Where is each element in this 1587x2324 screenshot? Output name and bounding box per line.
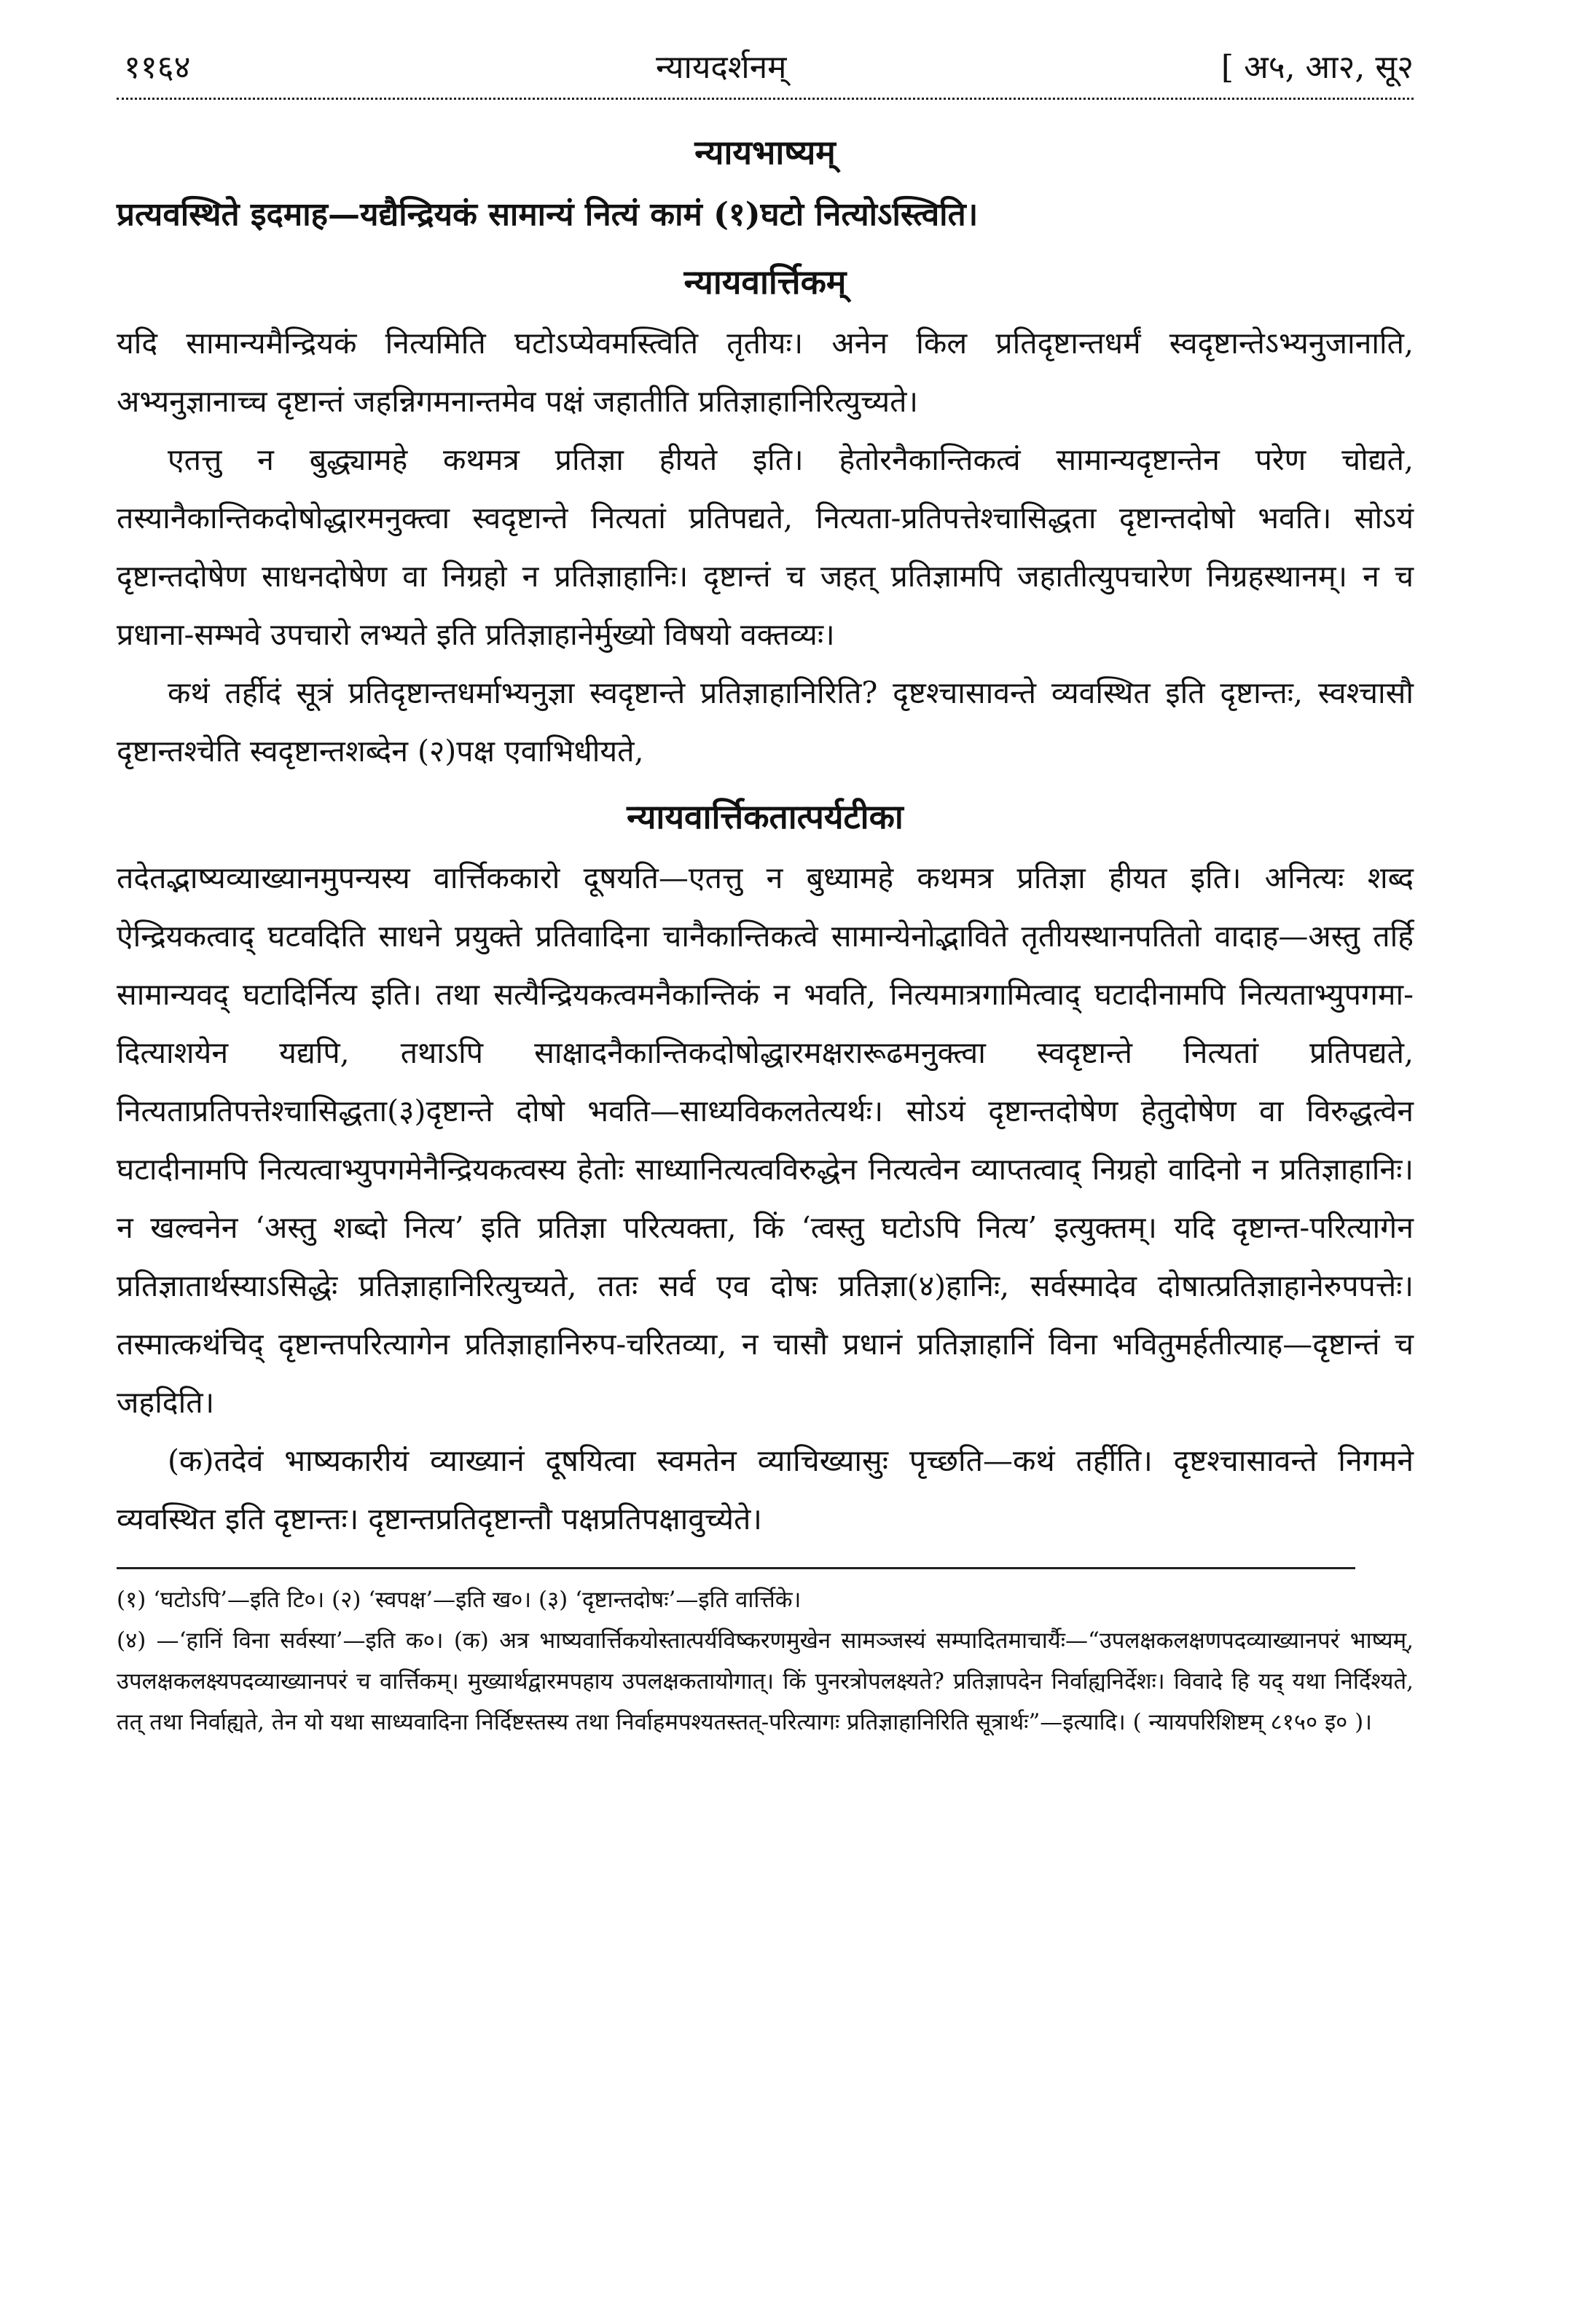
running-title: न्यायदर्शनम्: [656, 49, 787, 86]
running-header: [117, 29, 1414, 87]
tika-paragraph: तदेतद्भाष्यव्याख्यानमुपन्यस्य वार्त्तिककारो दूषयति—एतत्तु न बुध्यामहे कथमत्र प्रतिज्ञा हीयत इति। अनित्यः शब्द ऐन्द्रियकत्वाद् घटवदिति साधने प्रयुक्ते प्रतिवादिना चानैकान्तिकत्वे सामान्येनोद्भाविते तृतीयस्थानपतितो वादाह—अस्तु तर्हि सामान्यवद् घटादिर्नित्य इति। तथा सत्यैन्द्रियकत्वमनैकान्तिकं न भवति, नित्यमात्रगामित्वाद् घटादीनामपि नित्यताभ्युपगमा-दित्याशयेन यद्यपि, तथाऽपि साक्षादनैकान्तिकदोषोद्धारमक्षरारूढमनुक्त्वा स्वदृष्टान्ते नित्यतां प्रतिपद्यते, नित्यताप्रतिपत्तेश्चासिद्धता(३)दृष्टान्ते दोषो भवति—साध्यविकलतेत्यर्थः। सोऽयं दृष्टान्तदोषेण हेतुदोषेण वा विरुद्धत्वेन घटादीनामपि नित्यत्वाभ्युपगमेनैन्द्रियकत्वस्य हेतोः साध्यानित्यत्वविरुद्धेन नित्यत्वेन व्याप्तत्वाद् निग्रहो वादिनो न प्रतिज्ञाहानिः। न खल्वनेन ‘अस्तु शब्दो नित्य’ इति प्रतिज्ञा परित्यक्ता, किं ‘त्वस्तु घटोऽपि नित्य’ इत्युक्तम्। यदि दृष्टान्त-परित्यागेन प्रतिज्ञातार्थस्याऽसिद्धेः प्रतिज्ञाहानिरित्युच्यते, ततः सर्व एव दोषः प्रतिज्ञा(४)हानिः, सर्वस्मादेव दोषात्प्रतिज्ञाहानेरुपपत्तेः। तस्मात्कथंचिद् दृष्टान्तपरित्यागेन प्रतिज्ञाहानिरुप-चरितव्या, न चासौ प्रधानं प्रतिज्ञाहानिं विना भवितुमर्हतीत्याह—दृष्टान्तं च जहदिति।: [117, 860, 1414, 1420]
footnote-line: (४) —‘हानिं विना सर्वस्या’—इति क०। (क) अत्र भाष्यवार्त्तिकयोस्तात्पर्यविष्करणमुखेन सामञ्जस्यं सम्पादितमाचार्यैः—“उपलक्षकलक्षणपदव्याख्यानपरं भाष्यम्, उपलक्षकलक्ष्यपदव्याख्यानपरं च वार्त्तिकम्। मुख्यार्थद्वारमपहाय उपलक्षकतायोगात्। किं पुनरत्रोपलक्ष्यते? प्रतिज्ञापदेन निर्वाह्यनिर्देशः। विवादे हि यद् यथा निर्दिश्यते, तत् तथा निर्वाह्यते, तेन यो यथा साध्यवादिना निर्दिष्टस्तस्य तथा निर्वाहमपश्यतस्तत्-परित्यागः प्रतिज्ञाहानिरिति सूत्रार्थः”—इत्यादि। ( न्यायपरिशिष्टम् ८१५० इ० )।: [117, 1628, 1414, 1735]
footnote-line: (१) ‘घटोऽपि’—इति टि०। (२) ‘स्वपक्ष’—इति ख०। (३) ‘दृष्टान्तदोषः’—इति वार्त्तिके।: [117, 1587, 802, 1613]
header-rule: [117, 87, 1414, 100]
chapter-locator: [ अ५, आ२, सू२: [1220, 49, 1414, 86]
vartika-heading: न्यायवार्त्तिकम्: [683, 262, 847, 302]
vartika-paragraph: एतत्तु न बुद्ध्यामहे कथमत्र प्रतिज्ञा हीयते इति। हेतोरनैकान्तिकत्वं सामान्यदृष्टान्तेन परेण चोद्यते, तस्यानैकान्तिकदोषोद्धारमनुक्त्वा स्वदृष्टान्ते नित्यतां प्रतिपद्यते, नित्यता-प्रतिपत्तेश्चासिद्धता दृष्टान्तदोषो भवति। सोऽयं दृष्टान्तदोषेण साधनदोषेण वा निग्रहो न प्रतिज्ञाहानिः। दृष्टान्तं च जहत् प्रतिज्ञामपि जहातीत्युपचारेण निग्रहस्थानम्। न च प्रधाना-सम्भवे उपचारो लभ्यते इति प्रतिज्ञाहानेर्मुख्यो विषयो वक्तव्यः।: [117, 442, 1414, 652]
vartika-paragraph: कथं तर्हीदं सूत्रं प्रतिदृष्टान्तधर्माभ्यनुज्ञा स्वदृष्टान्ते प्रतिज्ञाहानिरिति? दृष्टश्चासावन्ते व्यवस्थित इति दृष्टान्तः, स्वश्चासौ दृष्टान्तश्चेति स्वदृष्टान्तशब्देन (२)पक्ष एवाभिधीयते,: [117, 675, 1414, 769]
footnotes: [117, 1579, 1414, 1743]
bhashya-heading: न्यायभाष्यम्: [694, 133, 836, 172]
book-page: [117, 29, 1414, 1743]
vartika-paragraph: यदि सामान्यमैन्द्रियकं नित्यमिति घटोऽप्येवमस्त्विति तृतीयः। अनेन किल प्रतिदृष्टान्तधर्मं स्वदृष्टान्तेऽभ्यनुजानाति, अभ्यनुज्ञानाच्च दृष्टान्तं जहन्निगमनान्तमेव पक्षं जहातीति प्रतिज्ञाहानिरित्युच्यते।: [117, 326, 1414, 419]
page-number: ११६४: [124, 49, 191, 86]
tika-paragraph: (क)तदेवं भाष्यकारीयं व्याख्यानं दूषयित्वा स्वमतेन व्याचिख्यासुः पृच्छति—कथं तर्हीति। दृष्टश्चासावन्ते निगमने व्यवस्थित इति दृष्टान्तः। दृष्टान्तप्रतिदृष्टान्तौ पक्षप्रतिपक्षावुच्येते।: [117, 1443, 1414, 1536]
tika-heading: न्यायवार्त्तिकतात्पर्यटीका: [627, 797, 904, 836]
bhashya-text: प्रत्यवस्थिते इदमाह—यद्यैन्द्रियकं सामान्यं नित्यं कामं (१)घटो नित्योऽस्त्विति।: [117, 196, 979, 233]
footnote-rule: [117, 1567, 1355, 1569]
